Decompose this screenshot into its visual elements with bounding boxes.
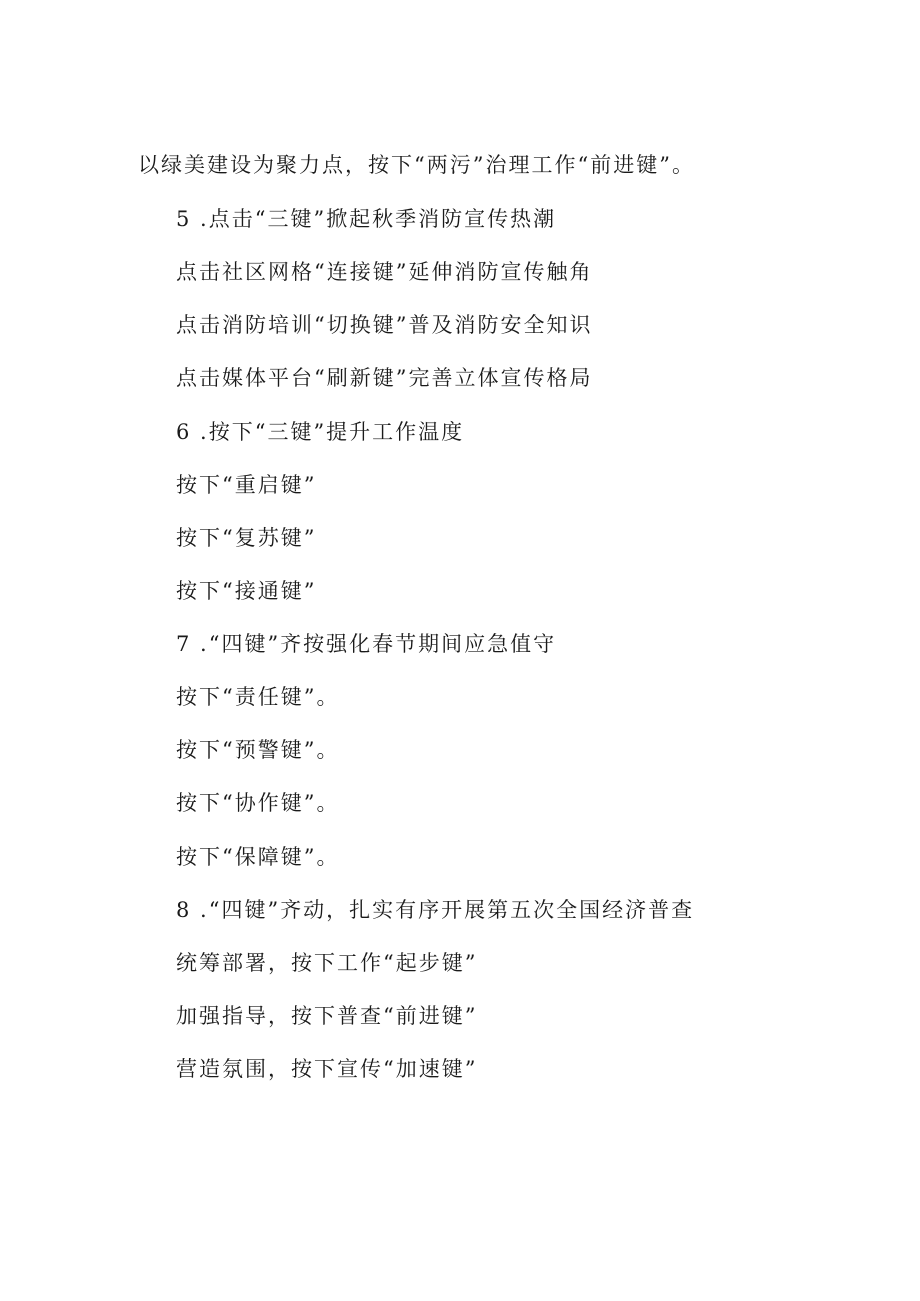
list-item: 点击社区网格“连接键”延伸消防宣传触角 [176, 260, 593, 284]
list-item: 按下“协作键”。 [176, 791, 340, 815]
list-item: 按下“复苏键” [176, 526, 317, 550]
section-heading-6: 6 .按下“三键”提升工作温度 [176, 420, 465, 444]
list-item: 按下“保障键”。 [176, 845, 340, 869]
section-heading-5: 5 .点击“三键”掀起秋季消防宣传热潮 [176, 207, 557, 231]
list-item: 按下“责任键”。 [176, 685, 340, 709]
list-item: 点击媒体平台“刷新键”完善立体宣传格局 [176, 366, 593, 390]
list-item: 按下“接通键” [176, 579, 317, 603]
list-item: 统筹部署，按下工作“起步键” [176, 951, 478, 975]
paragraph-continuation: 以绿美建设为聚力点，按下“两污”治理工作“前进键”。 [138, 153, 695, 177]
list-item: 按下“重启键” [176, 473, 317, 497]
section-heading-8: 8 .“四键”齐动，扎实有序开展第五次全国经济普查 [176, 898, 695, 922]
list-item: 营造氛围，按下宣传“加速键” [176, 1057, 478, 1081]
list-item: 点击消防培训“切换键”普及消防安全知识 [176, 313, 593, 337]
list-item: 按下“预警键”。 [176, 738, 340, 762]
section-heading-7: 7 .“四键”齐按强化春节期间应急值守 [176, 632, 557, 656]
list-item: 加强指导，按下普查“前进键” [176, 1004, 478, 1028]
